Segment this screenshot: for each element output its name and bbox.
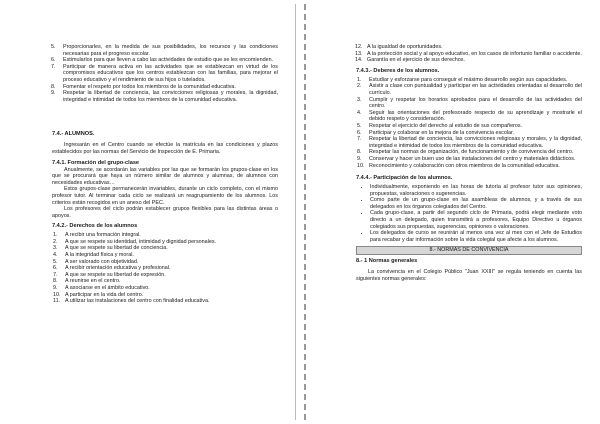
list-item-number: 9.	[357, 155, 362, 162]
list-item	[53, 252, 278, 259]
list-item-number: 9.	[51, 90, 56, 97]
list-item	[357, 136, 582, 149]
list-item	[355, 57, 582, 64]
list-item-number: 11.	[53, 298, 61, 305]
list-item	[357, 162, 582, 170]
paragraph-normas: La convivencia en el Colegio Público "Juan XXIII" se regula teniendo en cuenta las siguientes normas generales:	[356, 269, 582, 283]
list-item-text: A ser valorado con objetividad.	[65, 258, 139, 265]
parents-duties-list	[52, 44, 278, 103]
list-item-text: Conservar y hacer un buen uso de las instalaciones del centro y materiales didácticos.	[369, 155, 576, 162]
list-item-number: 1.	[357, 76, 362, 83]
list-item-number: 7.	[51, 63, 56, 70]
list-item-text: Fomentar el respeto por todos los miembros de la comunidad educativa.	[63, 83, 236, 90]
list-item-text: Participar de manera activa en las actividades que se establezcan en virtud de los compromisos educativos que los centros establezcan con las familias, para mejorar el proceso educativo y el rendimiento de sus hijos o tutelados.	[63, 63, 278, 83]
list-item-number: 7.	[53, 271, 58, 278]
list-item	[53, 285, 278, 292]
right-column	[356, 44, 582, 283]
list-item	[51, 90, 278, 103]
list-item-text: Asistir a clase con puntualidad y participar en las actividades orientadas al desarrollo del currículo.	[369, 83, 582, 96]
list-item-text: A la protección social y al apoyo educativo, en los casos de infortunio familiar o accidente.	[367, 50, 582, 57]
derechos-list	[52, 232, 278, 305]
list-item-number: 8.	[51, 83, 56, 90]
list-item-text: A reunirse en el centro.	[65, 278, 121, 285]
bullet-item: • Individualmente, exponiendo en las horas de tutoría al profesor tutor sus opiniones, propuestas, valoraciones o sugerencias.	[370, 184, 582, 197]
list-item-text: A que se respete su libertad de expresión.	[65, 271, 166, 278]
participacion-list	[356, 184, 582, 243]
list-item-text: Proporcionarles, en la medida de sus posibilidades, los recursos y las condiciones necesarias para el progreso escolar.	[63, 44, 278, 57]
list-item-text: Respetar el ejercicio del derecho al estudio de sus compañeros.	[369, 122, 523, 129]
list-item	[53, 265, 278, 272]
list-item-text: Respetar las normas de organización, de funcionamiento y de convivencia del centro.	[369, 149, 574, 156]
list-item-number: 10.	[357, 162, 365, 169]
list-item	[53, 232, 278, 239]
paragraph-clase-2: Estos grupos-clase permanecerán invariables, durante un ciclo completo, con el mismo profesor tutor. Al terminar cada ciclo se realizará un reagrupamiento de los alumnos. Los criterios están recogidos en un anexo del PEC.	[52, 186, 278, 206]
list-item-number: 3.	[357, 96, 362, 103]
list-item	[357, 83, 582, 96]
paragraph-clase-3: Los profesores del ciclo podrán establecer grupos flexibles para las distintas áreas o apoyos.	[52, 206, 278, 219]
list-item	[51, 44, 278, 57]
list-item-text: A la igualdad de oportunidades.	[367, 44, 443, 50]
list-item	[357, 109, 582, 123]
list-item-number: 4.	[53, 252, 58, 259]
list-item	[53, 278, 278, 285]
list-item-number: 5.	[53, 258, 58, 265]
list-item-text: A participar en la vida del centro.	[65, 291, 144, 298]
heading-grupo-clase: 7.4.1. Formación del grupo-clase	[52, 159, 140, 166]
bullet-item: • Cada grupo-clase, a partir del segundo ciclo de Primaria, podrá elegir mediante voto directo a un delegado, quien transmitirá a profesores, Equipo Directivo u órganos colegiados sus propuestas, sugerencias, opiniones o valoraciones.	[370, 210, 582, 230]
list-item	[357, 129, 582, 137]
list-item	[51, 83, 278, 91]
list-item-number: 13.	[355, 50, 363, 57]
list-item-number: 1.	[53, 232, 58, 239]
list-item	[357, 122, 582, 130]
list-item-text: Cumplir y respetar los horarios aprobados para el desarrollo de las actividades del centro.	[369, 96, 582, 110]
list-item-text: A que se respete su libertad de conciencia.	[65, 245, 168, 252]
list-item-number: 6.	[53, 265, 58, 272]
heading-derechos: 7.4.2.- Derechos de los alumnos	[52, 223, 138, 230]
list-item-text: Estimularlos para que lleven a cabo las actividades de estudio que se les encomienden.	[63, 57, 274, 64]
list-item-number: 8.	[357, 149, 362, 156]
list-item	[357, 149, 582, 156]
list-item	[53, 291, 278, 299]
list-item	[53, 245, 278, 252]
bullet-item: • Los delegados de curso se reunirán al menos una vez al mes con el Jefe de Estudios para recabar y dar información sobre la vida colegial que afecte a los alumnos.	[370, 230, 582, 243]
section-bar: 8.- NORMAS DE CONVIVENCIA	[356, 246, 582, 255]
list-item-text: Seguir las orientaciones del profesorado respecto de su aprendizaje y mostrarle el debido respeto y consideración.	[369, 109, 582, 123]
list-item-number: 3.	[53, 245, 58, 252]
heading-normas: 8.- 1 Normas generales	[356, 258, 418, 265]
list-item-number: 14.	[355, 57, 363, 64]
list-item-text: A recibir orientación educativa y profesional.	[65, 265, 171, 272]
left-column	[52, 44, 278, 305]
list-item-text: Estudiar y esforzarse para conseguir el máximo desarrollo según sus capacidades.	[369, 76, 568, 83]
intro-alumnos: Ingresarán en el Centro cuando se efectúe la matrícula en las condiciones y plazos establecidos por las normas del Servicio de Inspección de E. Primaria.	[52, 142, 278, 155]
list-item-number: 7.	[357, 136, 362, 143]
list-item-number: 6.	[357, 129, 362, 136]
heading-participacion: 7.4.4.- Participación de los alumnos.	[356, 175, 453, 182]
heading-deberes: 7.4.3.- Deberes de los alumnos.	[356, 67, 440, 74]
list-item	[53, 298, 278, 305]
list-item-text: A asociarse en el ámbito educativo.	[65, 285, 150, 292]
list-item-number: 12.	[355, 44, 363, 50]
list-item	[51, 57, 278, 64]
list-item-text: A recibir una formación integral.	[65, 232, 141, 239]
list-item-text: Respetar la libertad de conciencia, las convicciones religiosas y morales, la dignidad, integridad e intimidad de todos los miembros de la comunidad educativa.	[63, 90, 278, 103]
list-item	[53, 238, 278, 246]
list-item-text: A utilizar las instalaciones del centro con finalidad educativa.	[65, 298, 210, 305]
list-item-number: 4.	[357, 109, 362, 116]
derechos-list-continued	[356, 44, 582, 64]
list-item-number: 9.	[53, 285, 58, 292]
list-item-number: 8.	[53, 278, 58, 285]
bullet-item: • Como parte de un grupo-clase en las asambleas de alumnos, y a través de sus delegados en los órganos colegiados del Centro.	[370, 197, 582, 210]
list-item-number: 2.	[357, 83, 362, 90]
list-item	[357, 155, 582, 163]
list-item	[355, 44, 582, 51]
list-item-text: Garantía en el ejercicio de sus derechos.	[367, 57, 465, 64]
list-item	[357, 96, 582, 110]
list-item-number: 2.	[53, 238, 58, 245]
list-item	[51, 63, 278, 84]
list-item-number: 10.	[53, 291, 61, 298]
heading-alumnos: 7.4.- ALUMNOS.	[52, 131, 95, 138]
list-item-number: 5.	[51, 44, 56, 50]
list-item	[53, 258, 278, 266]
list-item	[355, 50, 582, 58]
list-item-number: 6.	[51, 57, 56, 64]
deberes-list	[356, 77, 582, 169]
left-page	[4, 4, 296, 420]
list-item-text: Participar y colaborar en la mejora de la convivencia escolar.	[369, 129, 515, 136]
right-page	[304, 4, 596, 420]
list-item-text: Respetar la libertad de conciencia, las convicciones religiosas y morales, y la dignidad, integridad e intimidad de todos los miembros de la comunidad educativa.	[369, 136, 582, 149]
list-item-text: A que se respete su identidad, intimidad y dignidad personales.	[65, 238, 217, 245]
list-item	[53, 271, 278, 279]
list-item	[357, 76, 582, 84]
list-item-number: 5.	[357, 122, 362, 129]
list-item-text: Reconocimiento y colaboración con otros miembros de la comunidad educativa.	[369, 162, 560, 169]
list-item-text: A la integridad física y moral.	[65, 252, 134, 259]
paragraph-clase-1: Anualmente, se acordarán las variables por las que se formarán los grupos-clase en los que se procurará que haya un número similar de alumnos y alumnas, de alumnos con necesidades educativas…	[52, 166, 278, 186]
